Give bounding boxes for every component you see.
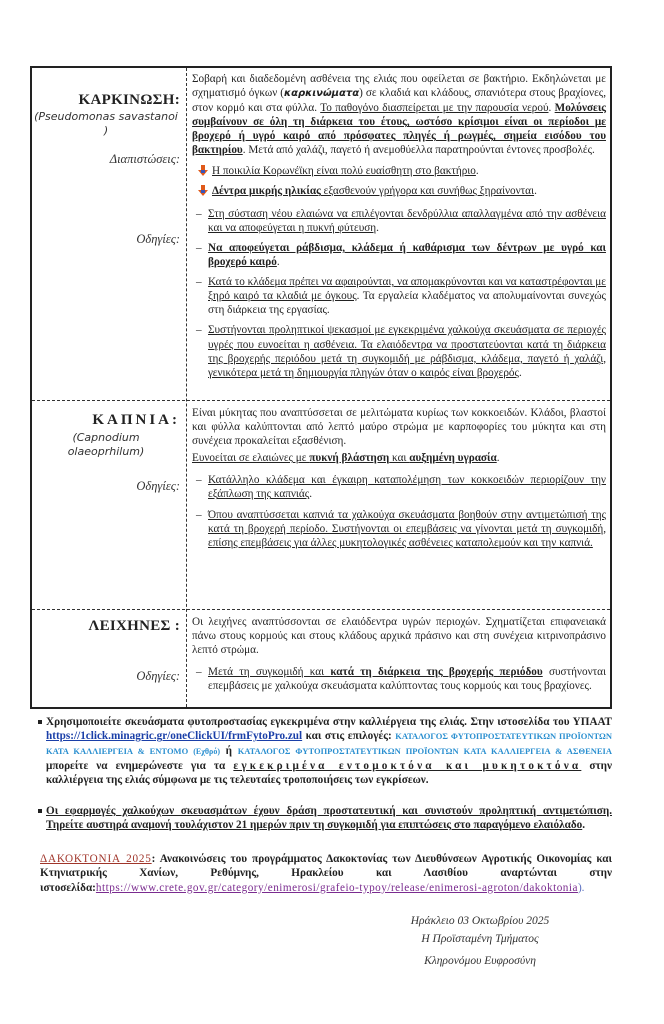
bullet-item xyxy=(192,164,606,178)
place-date: Ηράκλειο 03 Οκτωβρίου 2025 xyxy=(410,915,550,927)
text: . xyxy=(276,256,280,269)
column-divider xyxy=(186,68,187,707)
section-title: ΚΑΠΝΙΑ: xyxy=(92,412,180,428)
text: . Μετά από χαλάζι, παγετό ή ανεμοθύελλα παρατηρούνται έντονες προσβολές. xyxy=(242,144,595,157)
dash-icon: – xyxy=(196,324,202,337)
text: . xyxy=(534,184,537,197)
note-dakoktonia xyxy=(40,852,612,895)
square-bullet-icon xyxy=(38,720,42,724)
text: . Τα εργαλεία κλαδέματος να απολυμαίνονται συνεχώς στη διάρκεια της εργασίας. xyxy=(208,290,606,317)
text: αυξημένη υγρασία xyxy=(409,452,497,465)
arrow-down-bullet-icon xyxy=(198,185,208,196)
square-bullet-icon xyxy=(38,809,42,813)
text: . xyxy=(582,819,586,832)
text: Να αποφεύγεται ράβδισμα, κλάδεμα ή καθάρισμα των δέντρων με υγρό και βροχερό καιρό xyxy=(208,241,606,269)
signature-block xyxy=(380,912,580,970)
bullet-item xyxy=(192,184,606,198)
text: συστήνονται επεμβάσεις με χαλκούχα σκευάσματα καλύπτοντας τους κορμούς και τους βραχίονες. xyxy=(208,666,607,693)
emphasis: εγκεκριμένα εντομοκτόνα και μυκητοκτόνα xyxy=(233,759,582,772)
text: ή xyxy=(220,744,238,757)
text: : Ανακοινώσεις του προγράμματος Δακοκτονίας των Διευθύνσεων Αγροτικής Οικονομίας και Κτηνιατρικής Χανίων, Ρεθύμνης, Ηρακλείου και Λασιθίου αναρτώνται στην ιστοσελίδα: xyxy=(40,853,612,894)
text: Κατάλληλο κλάδεμα και έγκαιρη καταπολέμηση των κοκκοειδών περιορίζουν την εξάπλωση της καπνιάς xyxy=(208,474,606,501)
section-content xyxy=(192,406,606,550)
text: μπορείτε να ενημερώνεστε για τα xyxy=(46,759,234,772)
text: . xyxy=(376,221,379,234)
description: Οι λειχήνες αναπτύσσονται σε ελαιόδεντρα υγρών περιοχών. Σχηματίζεται επιφανειακά πάνω στους κορμούς και στους κλάδους αρχικά πράσινο και στη συνέχεια κιτρινοπράσινο λεπτό στρώμα. xyxy=(192,616,606,657)
dash-icon: – xyxy=(196,666,202,679)
signatory-name: Κληρονόμου Ευφροσύνη xyxy=(424,955,536,967)
text: Κατά το κλάδεμα πρέπει να αφαιρούνται, να απομακρύνονται και να καταστρέφονται με ξηρό καιρό τα κλαδιά με όγκους xyxy=(208,276,606,303)
instruction-item xyxy=(192,241,606,269)
favored-conditions xyxy=(192,451,606,465)
note-approved-products xyxy=(46,715,612,787)
text: Στη σύσταση νέου ελαιώνα να επιλέγονται δενδρύλλια απαλλαγμένα από την ασθένεια και να αποφεύγεται η πυκνή φύτευση xyxy=(208,207,606,234)
text: Η ποικιλία Κορωνέϊκη είναι πολύ ευαίσθητη στο βακτήριο xyxy=(212,164,476,177)
instructions-label: Οδηγίες: xyxy=(136,669,180,683)
ypaat-link[interactable]: https://1click.minagric.gr/oneClickUI/frmFytoPro.zul xyxy=(46,730,303,743)
description: Είναι μύκητας που αναπτύσσεται σε μελιτώματα κυρίως των κοκκοειδών. Κλάδοι, βλαστοί και φύλλα καλύπτονται από λεπτό μαύρο στρώμα με καρποφορίες του μύκητα και στη συνέχεια προκαλείται εξασθένιση. xyxy=(192,407,606,448)
instruction-item xyxy=(192,207,606,235)
text: Χρησιμοποιείτε σκευάσματα φυτοπροστασίας εγκεκριμένα στην καλλιέργεια της ελιάς. Στην ιστοσελίδα του ΥΠΑΑΤ xyxy=(46,716,612,728)
disease-table xyxy=(30,66,612,709)
text: και στις επιλογές: xyxy=(302,730,396,743)
emphasis: καρκινώματα xyxy=(284,88,360,100)
text: . xyxy=(548,102,555,115)
dakoktonia-title: ΔΑΚΟΚΤΟΝΙΑ 2025 xyxy=(40,853,152,865)
instructions-label: Οδηγίες: xyxy=(136,479,180,493)
dash-icon: – xyxy=(196,241,202,254)
instruction-item xyxy=(192,323,606,379)
text: Σοβαρή και διαδεδομένη ασθένεια της ελιάς που οφείλεται σε βακτήριο. Εκδηλώνεται με σχηματισμό όγκων ( xyxy=(192,73,606,100)
signatory-role: Η Προϊσταμένη Τμήματος xyxy=(421,933,539,945)
section-title: ΛΕΙΧΗΝΕΣ : xyxy=(88,618,180,634)
text: Δέντρα μικρής ηλικίας xyxy=(212,184,321,197)
note-copper-products xyxy=(46,804,612,833)
text: κατά τη διάρκεια της βροχερής περιόδου xyxy=(330,666,543,679)
row-divider xyxy=(32,400,610,401)
catalog-pests-option: ΚΑΤΑΛΟΓΟΣ ΦΥΤΟΠΡΟΣΤΑΤΕΥΤΙΚΩΝ ΠΡΟΪΟΝΤΩΝ ΚΑΤΑ ΚΑΛΛΙΕΡΓΕΙΑ & ΕΝΤΟΜΟ xyxy=(46,731,612,756)
text: πυκνή βλάστηση xyxy=(309,452,390,465)
underlined-text: Το παθογόνο διασπείρεται με την παρουσία νερού xyxy=(320,102,549,115)
arrow-down-bullet-icon xyxy=(198,165,208,176)
text: . xyxy=(475,164,479,177)
text: εξασθενούν γρήγορα και συνήθως ξηραίνονται xyxy=(320,184,535,197)
instruction-item xyxy=(192,275,606,317)
text: Μετά τη συγκομιδή και xyxy=(208,666,331,679)
catalog-diseases-option: ΚΑΤΑΛΟΓΟΣ ΦΥΤΟΠΡΟΣΤΑΤΕΥΤΙΚΩΝ ΠΡΟΪΟΝΤΩΝ ΚΑΤΑ ΚΑΛΛΙΕΡΓΕΙΑ & ΑΣΘΕΝΕΙΑ xyxy=(237,745,612,756)
instruction-item xyxy=(192,508,606,550)
section-content xyxy=(192,72,606,380)
text: ) σε κλαδιά και κλάδους, σπανιότερα στους βραχίονες, στον κορμό και στα φύλλα. xyxy=(192,87,606,115)
section-content xyxy=(192,615,606,693)
scientific-name: (Pseudomonas savastanoi ) xyxy=(34,110,178,137)
instructions-label: Οδηγίες: xyxy=(136,232,180,246)
dash-icon: – xyxy=(196,207,202,220)
bold-underlined-text: Μολύνσεις συμβαίνουν σε όλη τη διάρκεια του έτους, ωστόσο κρίσιμοι είναι οι περίοδοι με βροχερό ή υγρό καιρό από πρόσφατες πληγές ή ρωγμές, σημεία εισόδου του βακτηρίου xyxy=(192,102,607,157)
text: . xyxy=(309,488,313,501)
section-title: ΚΑΡΚΙΝΩΣΗ: xyxy=(78,92,180,108)
description xyxy=(192,72,606,158)
text: ). xyxy=(577,881,585,894)
scientific-name: (Capnodium xyxy=(72,431,140,444)
catalog-pests-suffix: (Εχθρό) xyxy=(193,746,221,756)
dash-icon: – xyxy=(196,276,202,289)
findings-label: Διαπιστώσεις: xyxy=(109,152,180,166)
instruction-item xyxy=(192,665,606,693)
text: . xyxy=(518,366,522,379)
text: Ευνοείται σε ελαιώνες με xyxy=(192,452,310,465)
dash-icon: – xyxy=(196,474,202,487)
text: . xyxy=(496,452,500,465)
text: στην καλλιέργεια της ελιάς σύμφωνα με τις τελευταίες τροποποιήσεις των εγκρίσεων. xyxy=(46,759,613,787)
dash-icon: – xyxy=(196,508,202,521)
text: Συστήνονται προληπτικοί ψεκασμοί με εγκεκριμένα χαλκούχα σκευάσματα σε περιοχές υγρές που ευνοείται η ασθένεια. Τα ελαιόδεντρα να προστατεύονται κατά τη διάρκεια της βροχερής περιόδου μετά τη συγκομιδή με ράβδισμα, κλάδεμα, παγετό ή χαλάζι, γενικότερα μετά τη δημιουργία πληγών όταν ο καιρός είναι βροχερός xyxy=(208,324,606,379)
instruction-item xyxy=(192,473,606,501)
text: Οι εφαρμογές χαλκούχων σκευασμάτων έχουν δράση προστατευτική και συνιστούν προληπτική αντιμετώπιση. Τηρείτε αυστηρά αναμονή τουλάχιστον 21 ημερών πριν τη συγκομιδή για επιπτώσεις στο παραγόμενο ελαιόλαδο xyxy=(46,805,612,832)
text: και xyxy=(389,452,410,465)
row-divider xyxy=(32,609,610,610)
crete-gov-link[interactable]: https://www.crete.gov.gr/category/enimerosi/grafeio-typoy/release/enimerosi-agroton/dakoktonia xyxy=(95,881,578,894)
scientific-name: olaeoprhilum) xyxy=(67,445,145,458)
text: Όπου αναπτύσσεται καπνιά τα χαλκούχα σκευάσματα βοηθούν στην αντιμετώπισή της κατά τη βροχερή περίοδο. Συστήνονται οι επεμβάσεις να γίνονται μετά τη συγκομιδή, επίσης επεμβάσεις για άλλες μυκητολογικές ασθένειες καταπολεμούν και την καπνιά. xyxy=(208,508,606,549)
